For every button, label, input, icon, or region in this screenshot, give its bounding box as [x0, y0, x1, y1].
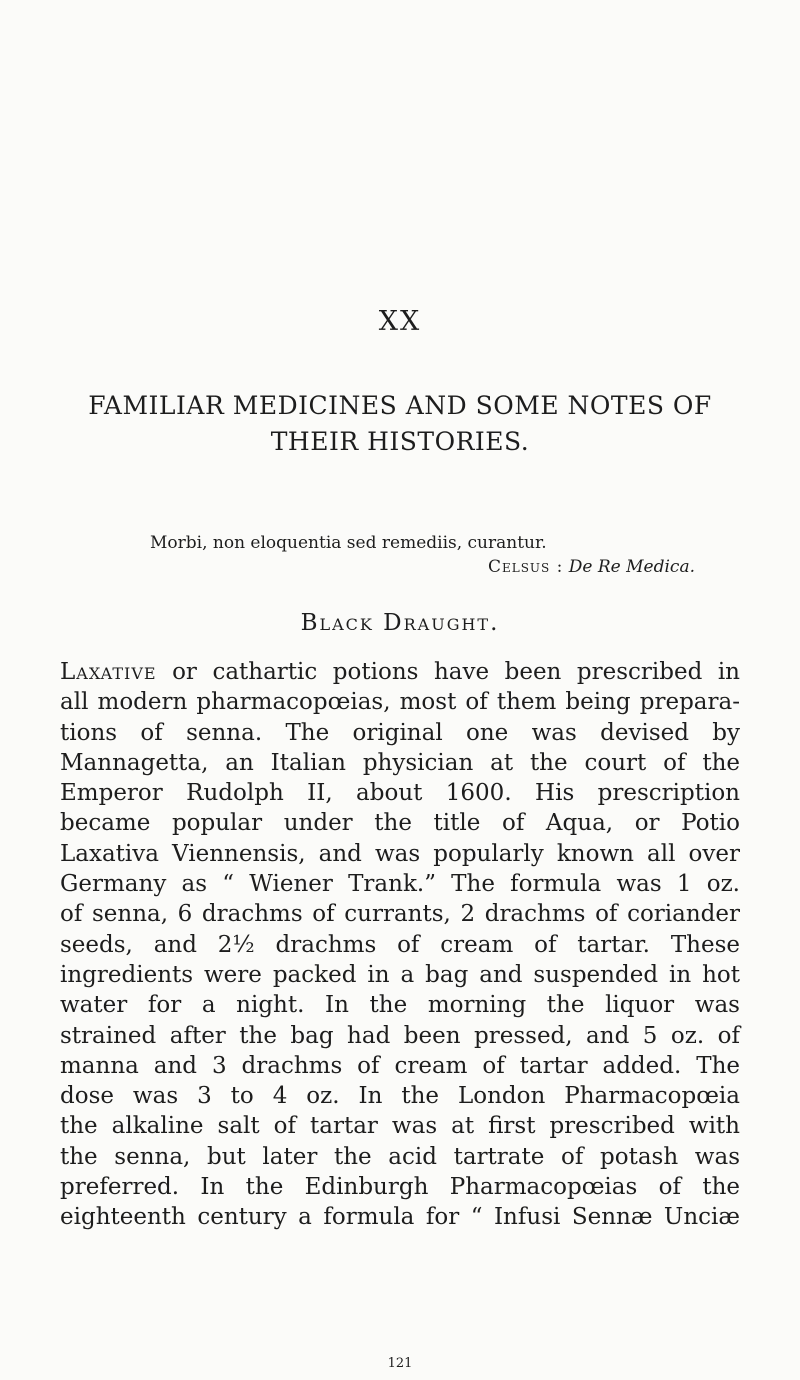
body-line: of senna, 6 drachms of currants, 2 drachms of coriander: [60, 901, 740, 928]
body-line: Laxativa Viennensis, and was popularly known all over: [60, 840, 740, 867]
body-line: tions of senna. The original one was devised by: [60, 719, 740, 746]
chapter-title-line-1: FAMILIAR MEDICINES AND SOME NOTES OF: [88, 391, 712, 420]
body-line: Germany as “ Wiener Trank.” The formula was 1 oz.: [60, 871, 740, 898]
page-number: 121: [387, 1356, 413, 1371]
body-line: water for a night. In the morning the liquor was: [60, 992, 740, 1019]
body-line: the alkaline salt of tartar was at first prescribed with: [60, 1113, 740, 1140]
epigraph-attribution: [300, 557, 695, 577]
body-line: the senna, but later the acid tartrate of potash was: [60, 1143, 740, 1170]
body-line: Laxative or cathartic potions have been prescribed in: [60, 659, 740, 685]
body-line: Emperor Rudolph II, about 1600. His prescription: [60, 780, 740, 807]
body-line: preferred. In the Edinburgh Pharmacopœias of the: [60, 1174, 740, 1201]
body-line: Mannagetta, an Italian physician at the court of the: [60, 749, 740, 776]
section-heading: Black Draught.: [300, 610, 500, 636]
body-line: strained after the bag had been pressed, and 5 oz. of: [60, 1022, 740, 1049]
epigraph-author: Celsus :: [487, 557, 564, 577]
chapter-title: [60, 388, 740, 460]
body-line: all modern pharmacopœias, most of them being prepara-: [60, 689, 740, 716]
epigraph-work: De Re Medica.: [568, 557, 695, 577]
body-line: became popular under the title of Aqua, or Potio: [60, 810, 740, 837]
body-line: manna and 3 drachms of cream of tartar added. The: [60, 1052, 740, 1079]
chapter-title-line-2: THEIR HISTORIES.: [270, 427, 530, 456]
body-line: ingredients were packed in a bag and suspended in hot: [60, 961, 740, 988]
epigraph-quote: Morbi, non eloquentia sed remediis, curantur.: [150, 533, 547, 553]
body-line: eighteenth century a formula for “ Infusi Sennæ Unciæ: [60, 1204, 740, 1231]
body-line: dose was 3 to 4 oz. In the London Pharmacopœia: [60, 1083, 740, 1110]
opening-word: Laxative: [60, 659, 157, 685]
chapter-number: XX: [378, 306, 422, 337]
body-line: seeds, and 2½ drachms of cream of tartar. These: [60, 931, 740, 958]
body-paragraph: [60, 657, 740, 1233]
